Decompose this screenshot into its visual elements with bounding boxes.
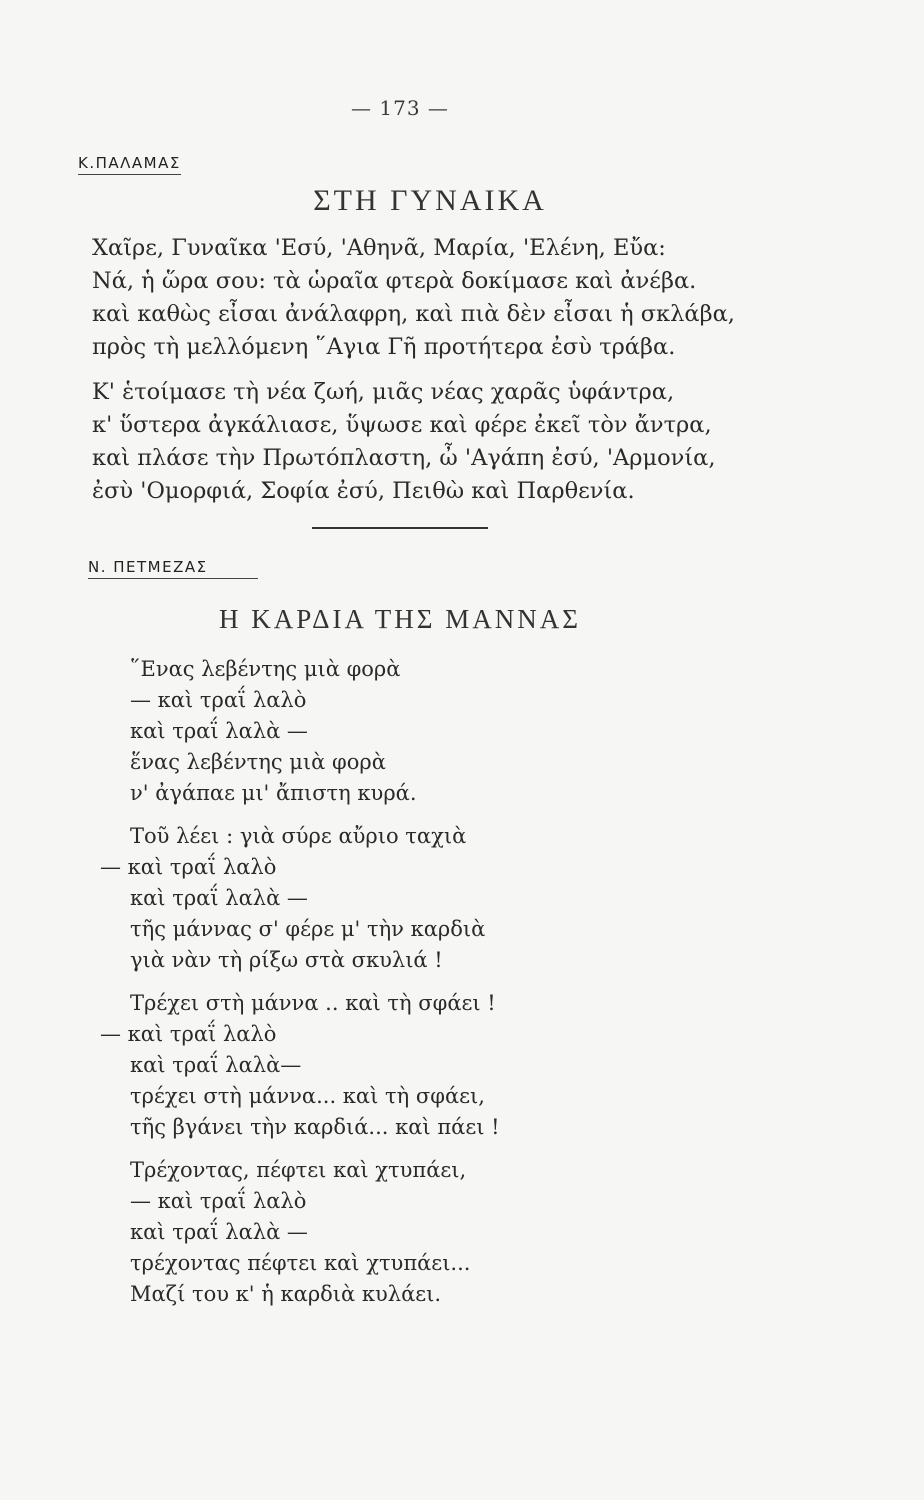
poem2-line: καὶ τραΐ λαλὰ— — [130, 1053, 302, 1077]
poem2-stanza-2 — [100, 821, 500, 976]
poem2-line: τρέχοντας πέφτει καὶ χτυπάει... — [130, 1251, 471, 1275]
poem2-line: τρέχει στὴ μάννα... καὶ τὴ σφάει, — [130, 1084, 485, 1108]
poem2-line: Τρέχει στὴ μάννα .. καὶ τὴ σφάει ! — [130, 991, 496, 1015]
poem1-line: πρὸς τὴ μελλόμενη ῞Αγια Γῆ προτήτερα ἐσὺ τράβα. — [92, 334, 676, 360]
poem1-line: Χαῖρε, Γυναῖκα 'Εσύ, 'Αθηνᾶ, Μαρία, 'Ελένη, Εὔα: — [92, 235, 666, 261]
poem2-line: — καὶ τραΐ λαλὸ — [130, 688, 307, 712]
poem2-body — [100, 654, 500, 1322]
poem1-line: ἐσὺ 'Ομορφιά, Σοφία ἐσύ, Πειθὼ καὶ Παρθενία. — [92, 478, 635, 504]
poem2-line: τῆς μάννας σ' φέρε μ' τὴν καρδιὰ — [130, 917, 486, 941]
poem2-stanza-4 — [130, 1155, 500, 1310]
poem2-line: καὶ τραΐ λαλὰ — — [130, 886, 308, 910]
poem1-stanza-1 — [92, 232, 735, 364]
poem1-line: καὶ καθὼς εἶσαι ἀνάλαφρη, καὶ πιὰ δὲν εἶσαι ἡ σκλάβα, — [92, 301, 735, 327]
poem2-line: ἕνας λεβέντης μιὰ φορὰ — [130, 750, 386, 774]
poem2-stanza-3 — [100, 988, 500, 1143]
poem2-line: — καὶ τραΐ λαλὸ — [100, 855, 277, 879]
poem2-line: Τρέχοντας, πέφτει καὶ χτυπάει, — [130, 1158, 467, 1182]
poem1-author: Κ.ΠΑΛΑΜΑΣ — [78, 154, 181, 175]
poem1-line: Νά, ἡ ὥρα σου: τὰ ὡραῖα φτερὰ δοκίμασε καὶ ἀνέβα. — [92, 268, 697, 294]
poem1-line: κ' ὕστερα ἀγκάλιασε, ὕψωσε καὶ φέρε ἐκεῖ τὸν ἄντρα, — [92, 412, 712, 438]
poem2-line: τῆς βγάνει τὴν καρδιά... καὶ πάει ! — [130, 1115, 500, 1139]
page-number: — 173 — — [351, 96, 449, 120]
poem1-line: Κ' ἑτοίμασε τὴ νέα ζωή, μιᾶς νέας χαρᾶς ὑφάντρα, — [92, 379, 675, 405]
poem2-line: Τοῦ λέει : γιὰ σύρε αὔριο ταχιὰ — [130, 824, 467, 848]
poem2-title: Η ΚΑΡΔΙΑ ΤΗΣ ΜΑΝΝΑΣ — [219, 604, 581, 634]
poem2-line: καὶ τραΐ λαλὰ — — [130, 719, 308, 743]
poem2-line: Μαζί του κ' ἡ καρδιὰ κυλάει. — [130, 1282, 442, 1306]
poem2-stanza-1 — [130, 654, 500, 809]
poem1-body — [92, 232, 735, 508]
poem2-line: καὶ τραΐ λαλὰ — — [130, 1220, 308, 1244]
poem2-line: — καὶ τραΐ λαλὸ — [130, 1189, 307, 1213]
section-divider — [312, 527, 488, 529]
poem2-line: ν' ἀγάπαε μι' ἄπιστη κυρά. — [130, 781, 417, 805]
poem2-author: Ν. ΠΕΤΜΕΖΑΣ — [88, 558, 258, 579]
poem2-line: ῞Ενας λεβέντης μιὰ φορὰ — [130, 657, 401, 681]
poem2-line: — καὶ τραΐ λαλὸ — [100, 1022, 277, 1046]
poem2-line: γιὰ νὰν τὴ ρίξω στὰ σκυλιά ! — [130, 948, 443, 972]
poem1-line: καὶ πλάσε τὴν Πρωτόπλαστη, ὦ 'Αγάπη ἐσύ, 'Αρμονία, — [92, 445, 716, 471]
poem1-title: ΣΤΗ ΓΥΝΑΙΚΑ — [313, 184, 547, 217]
poem1-stanza-2 — [92, 376, 735, 508]
